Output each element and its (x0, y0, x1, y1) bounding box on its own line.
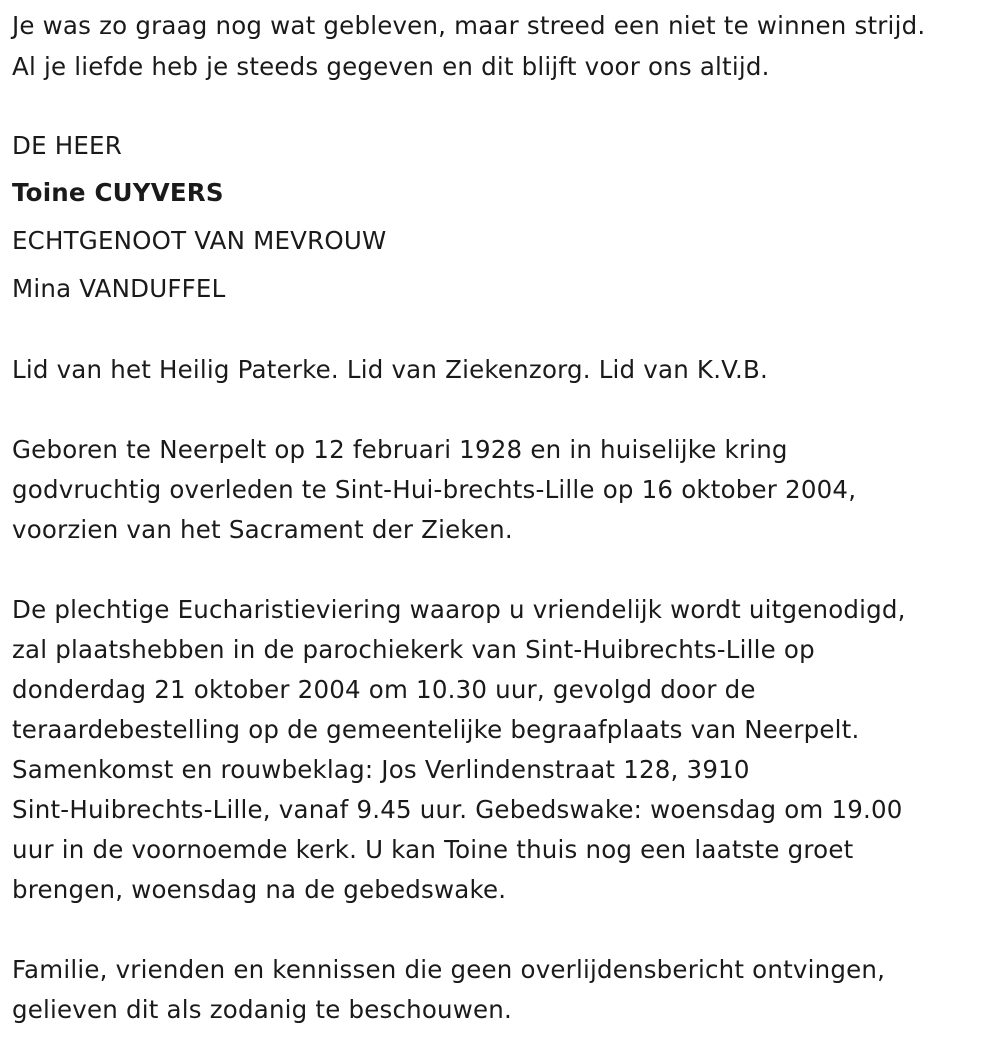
spouse-label: ECHTGENOOT VAN MEVROUW (12, 226, 387, 255)
closing-line: Familie, vrienden en kennissen die geen overlijdensbericht ontvingen, (12, 955, 886, 984)
ceremony-line: uur in de voornoemde kerk. U kan Toine thuis nog een laatste groet (12, 835, 854, 864)
ceremony-line: zal plaatshebben in de parochiekerk van Sint-Huibrechts-Lille op (12, 635, 815, 664)
spouse-name: Mina VANDUFFEL (12, 274, 226, 303)
title-prefix: DE HEER (12, 131, 122, 160)
ceremony-line: De plechtige Eucharistieviering waarop u vriendelijk wordt uitgenodigd, (12, 595, 906, 624)
ceremony-line: teraardebestelling op de gemeentelijke begraafplaats van Neerpelt. (12, 715, 860, 744)
birth-death-line: godvruchtig overleden te Sint-Hui-brechts-Lille op 16 oktober 2004, (12, 475, 857, 504)
ceremony-line: donderdag 21 oktober 2004 om 10.30 uur, gevolgd door de (12, 675, 756, 704)
closing-line: gelieven dit als zodanig te beschouwen. (12, 995, 513, 1024)
ceremony-line: Samenkomst en rouwbeklag: Jos Verlindenstraat 128, 3910 (12, 755, 750, 784)
deceased-name: Toine CUYVERS (12, 178, 224, 207)
ceremony-line: Sint-Huibrechts-Lille, vanaf 9.45 uur. Gebedswake: woensdag om 19.00 (12, 795, 903, 824)
verse-line: Je was zo graag nog wat gebleven, maar streed een niet te winnen strijd. (12, 11, 926, 40)
birth-death-line: voorzien van het Sacrament der Zieken. (12, 515, 513, 544)
birth-death-line: Geboren te Neerpelt op 12 februari 1928 en in huiselijke kring (12, 435, 788, 464)
ceremony-line: brengen, woensdag na de gebedswake. (12, 875, 507, 904)
verse-line: Al je liefde heb je steeds gegeven en dit blijft voor ons altijd. (12, 52, 770, 81)
memberships: Lid van het Heilig Paterke. Lid van Ziekenzorg. Lid van K.V.B. (12, 355, 768, 384)
